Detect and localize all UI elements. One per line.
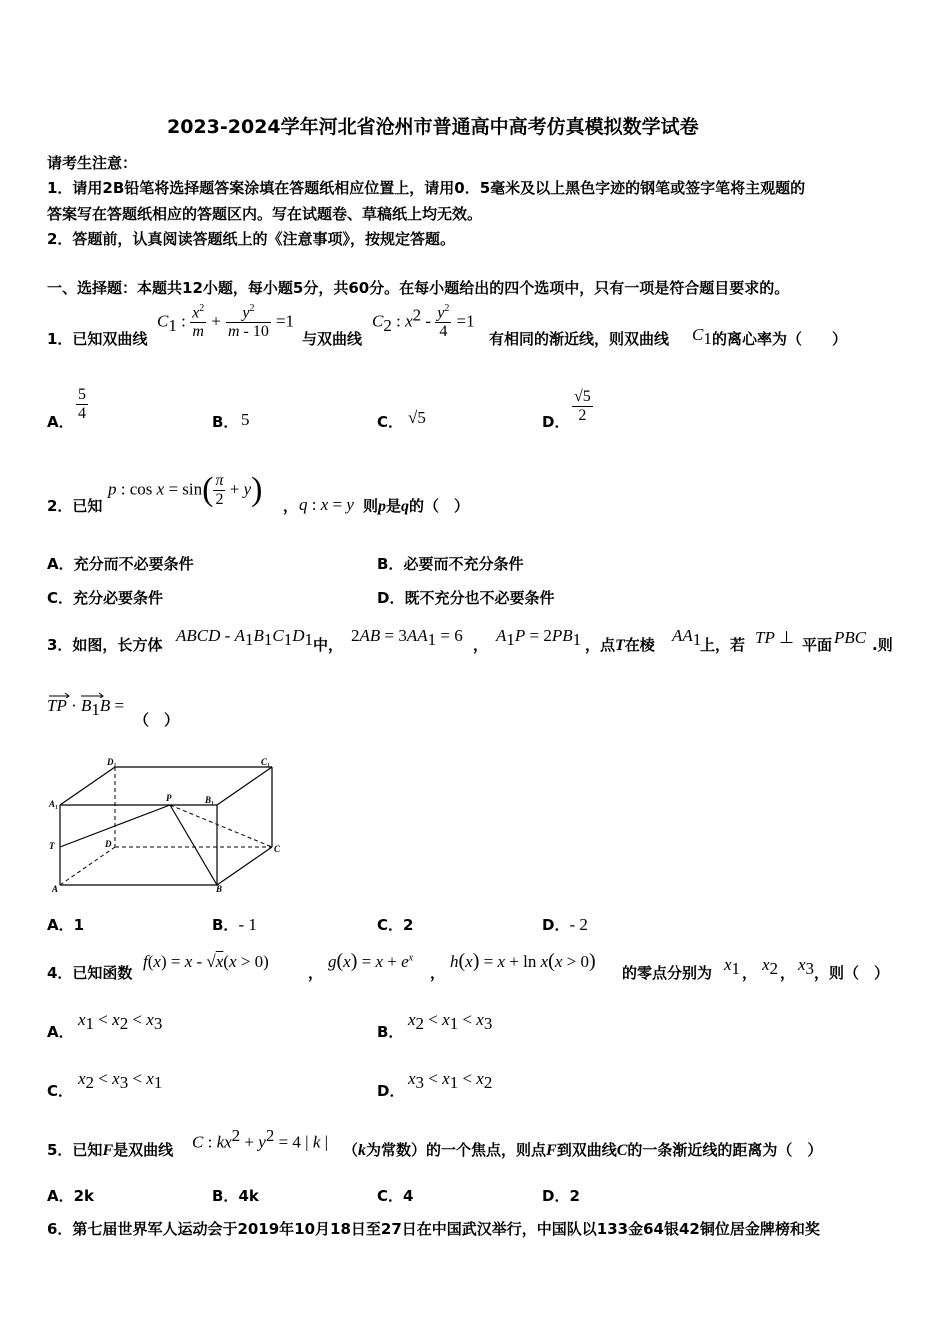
q1-mid: 与双曲线 (302, 330, 363, 348)
q3-ze: .则 (872, 636, 893, 654)
q5-option-c: C．4 (377, 1187, 414, 1205)
q2-option-d: D．既不充分也不必要条件 (377, 589, 555, 607)
q3-end: （ ） (134, 711, 180, 729)
q3-prefix: 3．如图，长方体 (47, 636, 163, 654)
q5-suffix: （k为常数）的一个焦点，则点F到双曲线C的一条渐近线的距离为（ ） (343, 1141, 823, 1159)
q2-option-a: A．充分而不必要条件 (47, 555, 194, 573)
q3-formula-box: ABCD - $A_1B_1C_1D_1$ (176, 626, 313, 650)
q2-option-b: B．必要而不充分条件 (377, 555, 524, 573)
q3-vector-expr: TP · $B_1B$ = (47, 688, 124, 720)
q3-formula-pbc: PBC (834, 628, 867, 647)
q4-ze: ，则（ ） (814, 964, 890, 982)
q3-formula-ab: $2AB = 3AA_1 = 6$ (351, 626, 463, 650)
q3-pingmian: 平面 (802, 636, 833, 654)
q4-zero: 的零点分别为 (622, 964, 713, 982)
q4-prefix: 4．已知函数 (47, 964, 133, 982)
q1-option-c-value: √5 (408, 408, 426, 427)
label-d1: D₁ (107, 757, 117, 767)
q3-zhong: 中， (313, 636, 344, 654)
label-b: B (216, 884, 223, 894)
q1-c1: $C_1$ (692, 325, 712, 349)
q1-suffix: 有相同的渐近线，则双曲线 (489, 330, 670, 348)
q5-option-b: B．4k (212, 1187, 259, 1205)
q4-formula-h: h(x) = x + ln x(x > 0) (450, 950, 596, 972)
q4-option-b-value: $x_2 < x_1 < x_3$ (408, 1010, 493, 1034)
vector-arrows-icon (47, 688, 107, 698)
q3-formula-aa1: $AA_1$ (672, 626, 702, 650)
q4-option-d-value: $x_3 < x_1 < x_2$ (408, 1069, 493, 1093)
q4-option-b-label: B． (377, 1023, 404, 1041)
label-a1: A₁ (49, 799, 59, 809)
q2-formula-p: p : cos x = sin( $\frac{\pi}{2}$ + y) (108, 471, 263, 508)
q2-option-c: C．充分必要条件 (47, 589, 164, 607)
q2-suffix: 则p是q的（ ） (363, 497, 470, 515)
q1-option-b-label: B． (212, 413, 239, 431)
q4-x2: $x_2$ (762, 955, 779, 979)
notice-line-2: 答案写在答题纸相应的答题区内。写在试题卷、草稿纸上均无效。 (47, 205, 483, 223)
label-c: C (274, 844, 281, 854)
q4-comma-2: ， (430, 964, 446, 982)
q3-formula-tp: TP ⊥ (755, 628, 794, 647)
q6-text: 6．第七届世界军人运动会于2019年10月18日至27日在中国武汉举行，中国队以133金64银42铜位居金牌榜和奖 (47, 1220, 820, 1238)
q4-option-c-value: $x_2 < x_3 < x_1$ (78, 1069, 163, 1093)
q3-comma: ， (473, 636, 489, 654)
q4-option-a-value: $x_1 < x_2 < x_3$ (78, 1010, 163, 1034)
q3-option-b: B．- 1 (212, 915, 257, 934)
q3-dian: ，点T在棱 (585, 636, 655, 654)
q4-formula-g: $g(x) = x + e^x$ (328, 950, 414, 972)
q1-option-c-label: C． (377, 413, 404, 431)
q4-option-a-label: A． (47, 1023, 74, 1041)
q1-suffix2: 的离心率为（ ） (712, 330, 848, 348)
q3-formula-ap: $A_1P = 2PB_1$ (496, 626, 582, 650)
q4-x1: $x_1$ (724, 955, 741, 979)
cuboid-figure (45, 755, 290, 900)
q3-option-c: C．2 (377, 916, 414, 934)
notice-line-1: 1．请用2B铅笔将选择题答案涂填在答题纸相应位置上，请用0．5毫米及以上黑色字迹的钢笔或签字笔将主观题的 (47, 179, 806, 197)
q1-prefix: 1．已知双曲线 (47, 330, 148, 348)
q1-formula-c2: $C_2$ : $x^2$ - $\frac{y^2}{4}$ =1 (372, 303, 475, 341)
q4-option-c-label: C． (47, 1082, 74, 1100)
q2-formula-q: q : x = y (299, 495, 354, 514)
notice-heading: 请考生注意： (47, 154, 138, 172)
label-b1: B₁ (205, 795, 215, 805)
q5-option-a: A．2k (47, 1187, 95, 1205)
label-d: D (105, 839, 112, 849)
q1-formula-c1: $C_1$ : $\frac{x^2}{m}$ + $\frac{y^2}{m - 10}$ =1 (157, 303, 295, 341)
label-t: T (49, 841, 55, 851)
notice-line-3: 2．答题前，认真阅读答题纸上的《注意事项》，按规定答题。 (47, 230, 455, 248)
label-a: A (52, 884, 59, 894)
q1-option-d-value: $\frac{√5}{2}$ (574, 388, 591, 424)
q4-comma-4: ， (780, 964, 796, 982)
q3-shang: 上，若 (700, 636, 746, 654)
q1-option-b-value: 5 (241, 410, 250, 429)
q3-option-d: D．- 2 (542, 915, 588, 934)
q4-option-d-label: D． (377, 1082, 405, 1100)
q2-prefix: 2．已知 (47, 497, 103, 515)
q5-option-d: D．2 (542, 1187, 580, 1205)
q4-formula-f: f(x) = x - √x(x > 0) (143, 952, 269, 971)
page-title: 2023-2024学年河北省沧州市普通高中高考仿真模拟数学试卷 (167, 116, 699, 138)
label-p: P (166, 793, 172, 803)
q4-x3: $x_3$ (798, 955, 815, 979)
q5-formula: C : $kx^2 + y^2 = 4$ | k | (192, 1126, 329, 1152)
q4-comma-3: ， (742, 964, 758, 982)
section-heading: 一、选择题：本题共12小题，每小题5分，共60分。在每小题给出的四个选项中，只有一项是符合题目要求的。 (47, 279, 790, 297)
q2-comma: ， (283, 497, 299, 515)
q1-option-a-label: A． (47, 413, 74, 431)
label-c1: C₁ (261, 757, 271, 767)
q1-option-d-label: D． (542, 413, 570, 431)
q4-comma-1: ， (308, 964, 324, 982)
q3-option-a: A．1 (47, 916, 85, 934)
q1-option-a-value: $\frac{5}{4}$ (78, 386, 86, 422)
q5-prefix: 5．已知F是双曲线 (47, 1141, 174, 1159)
